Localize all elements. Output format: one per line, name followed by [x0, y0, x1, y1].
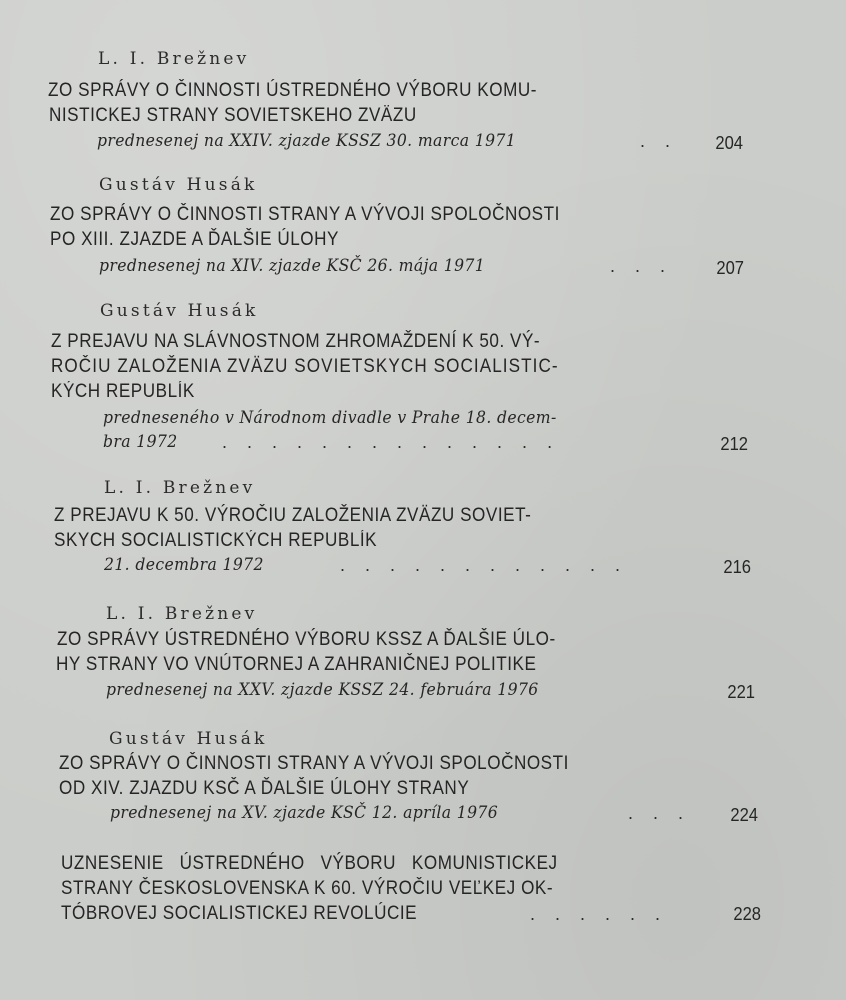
- entry-title-line: Z PREJAVU K 50. VÝROČIU ZALOŽENIA ZVÄZU SOVIET-: [54, 505, 532, 526]
- entry-subtitle-line: 21. decembra 1972: [104, 555, 264, 575]
- entry-author: Gustáv Husák: [99, 175, 258, 195]
- page-number: 224: [730, 805, 758, 825]
- page-number: 228: [733, 904, 761, 924]
- entry-title-line: OD XIV. ZJAZDU KSČ A ĎALŠIE ÚLOHY STRANY: [59, 778, 470, 799]
- entry-author: L. I. Brežnev: [98, 49, 250, 69]
- leader-dots: . . . . . . . . . . . . . .: [222, 432, 553, 452]
- entry-title-line: SKYCH SOCIALISTICKÝCH REPUBLÍK: [54, 530, 378, 551]
- leader-dots: . . .: [628, 803, 684, 823]
- entry-title-line: ROČIU ZALOŽENIA ZVÄZU SOVIETSKYCH SOCIALISTIC-: [51, 356, 559, 377]
- entry-subtitle-line: prednesenej na XXIV. zjazde KSSZ 30. marca 1971: [97, 131, 517, 151]
- entry-title-line: Z PREJAVU NA SLÁVNOSTNOM ZHROMAŽDENÍ K 50. VÝ-: [51, 331, 541, 352]
- entry-title-line: KÝCH REPUBLÍK: [51, 381, 195, 402]
- entry-title-line: NISTICKEJ STRANY SOVIETSKEHO ZVÄZU: [49, 105, 417, 126]
- entry-author: L. I. Brežnev: [104, 478, 256, 498]
- entry-title-line: ZO SPRÁVY O ČINNOSTI STRANY A VÝVOJI SPOLOČNOSTI: [50, 204, 560, 225]
- page-number: 212: [720, 434, 748, 454]
- entry-title-line: HY STRANY VO VNÚTORNEJ A ZAHRANIČNEJ POLITIKE: [56, 654, 537, 675]
- page-number: 216: [723, 557, 751, 577]
- entry-title-line: ZO SPRÁVY O ČINNOSTI STRANY A VÝVOJI SPOLOČNOSTI: [59, 753, 569, 774]
- leader-dots: . . . . . .: [530, 904, 661, 924]
- page-number: 221: [727, 682, 755, 702]
- entry-title-line: TÓBROVEJ SOCIALISTICKEJ REVOLÚCIE: [61, 903, 418, 924]
- leader-dots: . .: [640, 131, 671, 151]
- leader-dots: . . .: [610, 256, 666, 276]
- leader-dots: . . . . . . . . . . . .: [340, 555, 621, 575]
- entry-subtitle-line: predneseného v Národnom divadle v Prahe 18. decem-: [103, 408, 557, 428]
- entry-title-line: PO XIII. ZJAZDE A ĎALŠIE ÚLOHY: [50, 229, 339, 250]
- entry-title-line: ZO SPRÁVY O ČINNOSTI ÚSTREDNÉHO VÝBORU KOMU-: [48, 80, 538, 101]
- entry-title-line: UZNESENIE ÚSTREDNÉHO VÝBORU KOMUNISTICKEJ: [61, 853, 558, 874]
- entry-subtitle-line: prednesenej na XV. zjazde KSČ 12. apríla 1976: [110, 803, 499, 823]
- entry-title-line: STRANY ČESKOSLOVENSKA K 60. VÝROČIU VEĽKEJ OK-: [61, 878, 554, 899]
- entry-subtitle-line: prednesenej na XIV. zjazde KSČ 26. mája 1971: [99, 256, 486, 276]
- entry-author: Gustáv Husák: [100, 301, 259, 321]
- entry-author: L. I. Brežnev: [106, 604, 258, 624]
- entry-title-line: ZO SPRÁVY ÚSTREDNÉHO VÝBORU KSSZ A ĎALŠIE ÚLO-: [57, 629, 556, 650]
- entry-author: Gustáv Husák: [109, 729, 268, 749]
- entry-subtitle-line: bra 1972: [103, 432, 178, 452]
- entry-subtitle-line: prednesenej na XXV. zjazde KSSZ 24. februára 1976: [106, 680, 539, 700]
- page-number: 207: [716, 258, 744, 278]
- page-number: 204: [715, 133, 743, 153]
